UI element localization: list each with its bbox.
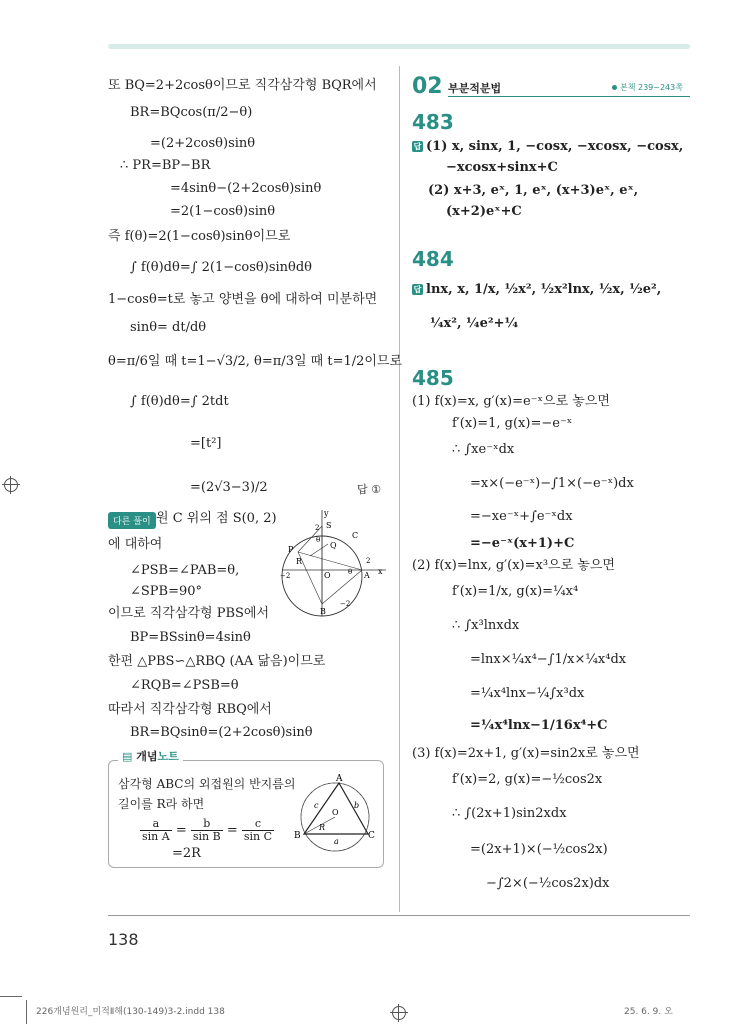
equation-line: BP=BSsinθ=4sinθ (130, 630, 251, 645)
crop-mark (0, 996, 22, 997)
solution-line: (2) f(x)=lnx, g′(x)=x³으로 놓으면 (412, 558, 615, 573)
text-line: θ=π/6일 때 t=1−√3/2, θ=π/3일 때 t=1/2이므로 (108, 354, 403, 369)
text-line: 이므로 직각삼각형 PBS에서 (108, 606, 270, 621)
equation-line: ∠RQB=∠PSB=θ (130, 678, 239, 693)
problem-number: 483 (412, 110, 454, 134)
bullet-icon (612, 85, 617, 90)
answer-line: ¼x², ¼e²+¼ (430, 316, 519, 331)
circle-diagram (280, 508, 390, 618)
text-line: 또 BQ=2+2cosθ이므로 직각삼각형 BQR에서 (108, 78, 377, 93)
header-bar (108, 44, 690, 49)
fig-label: A (336, 774, 343, 784)
text-line: 원 C 위의 점 S(0, 2) (156, 511, 277, 526)
solution-line: f′(x)=2, g(x)=−½cos2x (452, 772, 603, 787)
equation-line: =2(1−cosθ)sinθ (170, 204, 276, 219)
text-line: 삼각형 ABC의 외접원의 반지름의 (118, 777, 296, 791)
fig-label: R (296, 557, 303, 566)
answer-badge: 답 (413, 142, 422, 151)
fig-label: 2 (315, 524, 320, 532)
fig-label: c (314, 801, 319, 810)
solution-line: (3) f(x)=2x+1, g′(x)=sin2x로 놓으면 (412, 746, 640, 761)
registration-mark-icon (4, 478, 18, 492)
equation-line: sinθ= dt/dθ (130, 320, 207, 335)
problem-number: 484 (412, 247, 454, 271)
page-number: 138 (108, 930, 139, 949)
equation-line: =[t²] (190, 436, 222, 451)
fig-label: −2 (340, 600, 351, 608)
equation-line: ∠SPB=90° (130, 584, 203, 599)
answer-tag: 답 ① (357, 483, 381, 496)
fig-label: a (334, 837, 339, 846)
equation-line: BR=BQsinθ=(2+2cosθ)sinθ (130, 725, 313, 740)
fig-label: y (324, 509, 329, 518)
equation-line: =4sinθ−(2+2cosθ)sinθ (170, 181, 322, 196)
crop-mark (26, 1000, 27, 1024)
text-line: 길이를 R라 하면 (118, 797, 205, 811)
solution-line: (1) f(x)=x, g′(x)=e⁻ˣ으로 놓으면 (412, 394, 610, 409)
equation-line: ∫ f(θ)dθ=∫ 2tdt (130, 394, 229, 409)
alt-solution-tag: 다른 풀이 (108, 512, 156, 529)
formula-result: =2R (172, 846, 201, 861)
footer-date: 25. 6. 9. 오 (624, 1007, 673, 1017)
section-rule (448, 96, 690, 97)
solution-line: =−e⁻ˣ(x+1)+C (470, 536, 575, 551)
equation-line: ∠PSB=∠PAB=θ, (130, 563, 240, 578)
text-line: 즉 f(θ)=2(1−cosθ)sinθ이므로 (108, 229, 291, 244)
text-line: 한편 △PBS∽△RBQ (AA 닮음)이므로 (108, 654, 326, 669)
equation-line: =(2√3−3)/2 (190, 480, 268, 495)
text-line: 에 대하여 (108, 537, 163, 552)
answer-line: −xcosx+sinx+C (446, 160, 558, 175)
section-number: 02 (412, 74, 443, 99)
note-icon: ▤ (122, 750, 137, 763)
solution-line: ∴ ∫xe⁻ˣdx (452, 442, 515, 457)
fig-label: C (352, 531, 359, 540)
solution-line: =lnx×¼x⁴−∫1/x×¼x⁴dx (470, 652, 627, 667)
equation-line: =(2+2cosθ)sinθ (150, 136, 256, 151)
circumcircle-diagram (292, 772, 378, 858)
fig-label: B (320, 607, 326, 616)
solution-line: f′(x)=1, g(x)=−e⁻ˣ (452, 416, 573, 431)
section-title: 부분적분법 (448, 82, 502, 95)
answer-line: (2) x+3, eˣ, 1, eˣ, (x+3)eˣ, eˣ, (428, 183, 639, 198)
fig-label: P (288, 545, 294, 554)
answer-line: 답 (1) x, sinx, 1, −cosx, −xcosx, −cosx, (413, 139, 684, 154)
fig-label: θ (348, 568, 353, 576)
solution-line: =¼x⁴lnx−1/16x⁴+C (470, 718, 608, 733)
text-line: 따라서 직각삼각형 RBQ에서 (108, 702, 272, 717)
concept-note-title: ▤ 개념노트 (118, 748, 183, 764)
column-divider (399, 66, 400, 912)
fig-label: O (332, 808, 339, 817)
footer-rule (108, 915, 690, 916)
solution-line: =¼x⁴lnx−¼∫x³dx (470, 686, 585, 701)
solution-line: =(2x+1)×(−½cos2x) (470, 842, 608, 857)
equation-line: ∫ f(θ)dθ=∫ 2(1−cosθ)sinθdθ (130, 260, 312, 275)
fig-label: S (326, 521, 332, 530)
section-header (412, 74, 690, 100)
answer-line: (x+2)eˣ+C (446, 204, 522, 219)
fig-label: x (378, 567, 383, 576)
footer-file: 226개념원리_미적Ⅱ해(130-149)3-2.indd 138 (36, 1007, 225, 1017)
section-ref: 본책 239~243쪽 (612, 82, 683, 93)
fig-label: B (294, 831, 301, 841)
fig-label: b (354, 801, 360, 810)
fig-label: −2 (280, 572, 291, 580)
equation-line: BR=BQcos(π/2−θ) (130, 105, 253, 120)
fig-label: A (364, 571, 370, 580)
solution-line: =x×(−e⁻ˣ)−∫1×(−e⁻ˣ)dx (470, 476, 634, 491)
answer-badge: 답 (413, 285, 422, 294)
fig-label: Q (330, 541, 337, 550)
solution-line: ∴ ∫x³lnxdx (452, 618, 520, 633)
registration-mark-icon (392, 1006, 406, 1020)
solution-line: −∫2×(−½cos2x)dx (486, 876, 610, 891)
fig-label: 2 (366, 557, 371, 565)
solution-line: ∴ ∫(2x+1)sin2xdx (452, 806, 567, 821)
answer-line: 답 lnx, x, 1/x, ½x², ½x²lnx, ½x, ½e², (413, 282, 662, 297)
solution-line: =−xe⁻ˣ+∫e⁻ˣdx (470, 509, 573, 524)
sine-law-formula: $\frac{a}{\text{sin A}}$ = $\frac{b}{\text{sin B}}$ = $\frac{c}{\text{sin C}}$ (142, 817, 273, 843)
fig-label: θ (316, 536, 321, 544)
fig-label: R (319, 823, 326, 832)
text-line: 1−cosθ=t로 놓고 양변을 θ에 대하여 미분하면 (108, 292, 378, 307)
problem-number: 485 (412, 366, 454, 390)
solution-line: f′(x)=1/x, g(x)=¼x⁴ (452, 584, 579, 599)
equation-line: ∴ PR=BP−BR (120, 158, 211, 173)
fig-label: C (368, 831, 375, 841)
fig-label: O (324, 571, 331, 580)
